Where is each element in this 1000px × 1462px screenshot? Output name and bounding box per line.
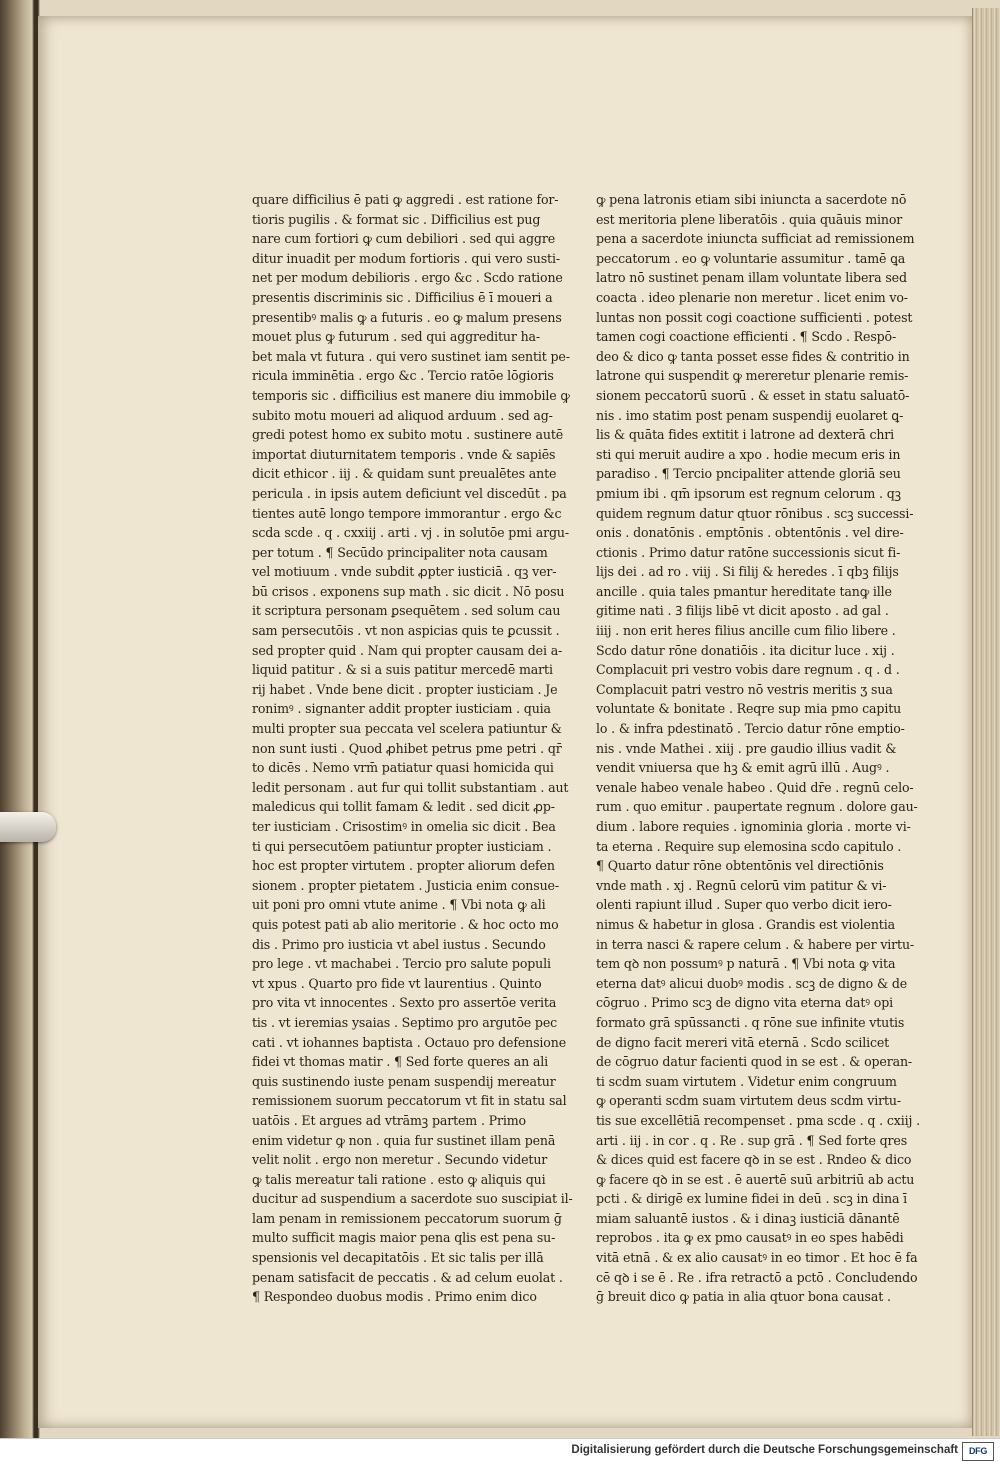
text-line: & dices quid est facere qꝺ in se est . Rndeo & dico [596,1152,912,1168]
text-line: vnde math . xj . Regnū celorū vim patitur & vi- [596,877,887,893]
text-line: quis potest pati ab alio meritorie . & hoc octo mo [252,916,559,932]
text-line: ronimꝰ . signanter addit propter iusticiam . quia [252,701,551,717]
text-line: nis . imo statim post penam suspendij euolaret ꝗ- [596,407,904,423]
text-line: lo . & infra pdestinatō . Tercio datur rōne emptio- [596,721,905,737]
text-line: pro vita vt innocentes . Sexto pro assertōe verita [252,995,557,1011]
text-line: deo & dico ꝙ tanta posset esse fides & contritio in [596,348,910,364]
text-line: lam penam in remissionem peccatorum suorum ḡ [252,1210,562,1226]
text-line: vt xpus . Quarto pro fide vt laurentius . Quinto [252,975,542,991]
text-line: ¶ Quarto datur rōne obtentōnis vel directiōnis [596,858,884,874]
text-line: presentis discriminis sic . Difficilius ē ī moueri a [252,289,553,305]
text-line: temporis sic . difficilius est manere diu immobile ꝙ [252,387,570,403]
text-line: olenti rapiunt illud . Super quo verbo dicit iero- [596,897,892,913]
text-line: pericula . in ipsis autem deficiunt vel discedūt . pa [252,485,567,501]
text-line: vendit vniuersa que hꝫ & emit agrū illū . Augꝰ . [596,760,890,776]
text-line: per totum . ¶ Secūdo principaliter nota causam [252,544,548,560]
text-line: tientes autē longo tempore immorantur . ergo &c [252,505,562,521]
text-line: onis . donatōnis . emptōnis . obtentōnis . vel dire- [596,525,904,541]
text-line: in terra nasci & rapere celum . & habere per virtu- [596,936,915,952]
text-line: pro lege . vt machabei . Tercio pro salute populi [252,956,551,972]
text-line: reprobos . ita ꝙ ex pmo causatꝰ in eo spes habēdi [596,1230,904,1246]
text-line: sionem peccatorū suorū . & esset in statu saluatō- [596,387,910,403]
text-line: to dicēs . Nemo vrm̄ patiatur quasi homicida qui [252,760,554,776]
page-edges [972,8,1000,1436]
funding-notice: Digitalisierung gefördert durch die Deutsche Forschungsgemeinschaft [571,1444,958,1456]
text-line: non sunt iusti . Quod ꝓhibet petrus pme petri . qr̄ [252,740,562,756]
text-line: ti scdm suam virtutem . Videtur enim congruum [596,1073,897,1089]
text-line: enim videtur ꝙ non . quia fur sustinet illam penā [252,1132,556,1148]
text-line: arti . iij . in cor . q . Re . sup grā . ¶ Sed forte qres [596,1132,908,1148]
text-line: de cōgruo datur facienti quod in se est . & operan- [596,1054,913,1070]
left-text-column [252,190,580,1307]
text-line: sed propter quid . Nam qui propter causam dei a- [252,642,563,658]
text-line: ctionis . Primo datur ratōne successionis sicut fi- [596,544,901,560]
text-line: fidei vt thomas matir . ¶ Sed forte queres an ali [252,1054,548,1070]
text-line: multo sufficit magis maior pena qlis est pena su- [252,1230,556,1246]
text-line: paradiso . ¶ Tercio pncipaliter attende gloriā seu [596,466,901,482]
text-line: tis . vt ieremias ysaias . Septimo pro argutōe pec [252,1014,558,1030]
text-line: tioris pugilis . & format sic . Difficilius est pug [252,211,541,227]
text-line: importat diuturnitatem temporis . vnde & sapiēs [252,446,556,462]
text-line: quis sustinendo iuste penam suspendij mereatur [252,1073,556,1089]
text-line: peccatorum . eo ꝙ voluntarie assumitur . tamē ꝗa [596,250,906,266]
text-line: hoc est propter virtutem . propter aliorum defen [252,858,555,874]
text-line: pena a sacerdote iniuncta sufficiat ad remissionem [596,231,915,247]
right-text-column [596,190,922,1307]
text-line: remissionem suorum peccatorum vt fit in statu sal [252,1093,567,1109]
text-line: ducitur ad suspendium a sacerdote suo suscipiat il- [252,1191,573,1207]
text-line: ꝙ talis mereatur tali ratione . esto ꝙ aliquis qui [252,1171,546,1187]
text-line: subito motu moueri ad aliquod arduum . sed ag- [252,407,553,423]
text-line: velit nolit . ergo non meretur . Secundo videtur [252,1152,548,1168]
text-line: ledit personam . aut fur qui tollit substantiam . aut [252,779,569,795]
text-line: Complacuit pri vestro vobis dare regnum . q . d . [596,662,900,678]
text-line: tamen cogi coactione efficienti . ¶ Scdo . Respō- [596,329,897,345]
text-line: it scriptura personam ꝑsequētem . sed solum cau [252,603,561,619]
text-line: cōgruo . Primo scꝫ de digno vita eterna datꝰ opi [596,995,894,1011]
text-line: nis . vnde Mathei . xiij . pre gaudio illius vadit & [596,740,897,756]
text-line: ditur inuadit per modum fortioris . qui vero susti- [252,250,560,266]
text-line: quidem regnum datur qtuor rōnibus . scꝫ successi- [596,505,914,521]
text-line: gredi potest homo ex subito motu . sustinere autē [252,427,564,443]
text-line: formato grā spūssancti . q rōne sue infinite vtutis [596,1014,905,1030]
text-line: tem qꝺ non possumꝰ p naturā . ¶ Vbi nota ꝙ vita [596,956,896,972]
text-line: eterna datꝰ alicui duobꝰ modis . scꝫ de digno & de [596,975,908,991]
text-line: mouet plus ꝙ futurum . sed qui aggreditur ha- [252,329,541,345]
text-line: penam satisfacit de peccatis . & ad celum euolat . [252,1269,563,1285]
text-line: uit poni pro omni vtute anime . ¶ Vbi nota ꝙ ali [252,897,546,913]
text-line: Scdo datur rōne donatiōis . ita dicitur luce . xij . [596,642,895,658]
text-line: scda scde . q . cxxiij . arti . vj . in solutōe pmi argu- [252,525,569,541]
text-line: voluntate & bonitate . Reqre sup mia pmo capitu [596,701,902,717]
text-line: multi propter sua peccata vel scelera patiuntur & [252,721,562,737]
text-line: est meritoria plene liberatōis . quia quāuis minor [596,211,903,227]
text-line: rum . quo emitur . paupertate regnum . dolore gau- [596,799,918,815]
text-line: luntas non possit cogi coactione sufficienti . potest [596,309,913,325]
text-line: gitime nati . Ꝫ filijs libē vt dicit aposto . ad gal . [596,603,889,619]
text-line: iiij . non erit heres filius ancille cum filio libere . [596,623,896,639]
text-line: sionem . propter pietatem . Justicia enim consue- [252,877,559,893]
text-line: ta eterna . Require sup elemosina scdo capitulo . [596,838,902,854]
text-line: vitā etnā . & ex alio causatꝰ in eo timor . Et hoc ē fa [596,1250,918,1266]
text-line: tis sue excellētiā recompenset . pma scde . q . cxiij . [596,1112,920,1128]
text-line: de digno facit mereri vitā eternā . Scdo scilicet [596,1034,890,1050]
dfg-logo: DFG [962,1442,994,1461]
text-line: miam saluantē iustos . & i dinaꝫ iusticiā dānantē [596,1210,900,1226]
text-line: ti qui persecutōem patiuntur propter iusticiam . [252,838,552,854]
text-line: ꝙ pena latronis etiam sibi iniuncta a sacerdote nō [596,192,907,207]
text-line: ḡ breuit dico ꝙ patia in alia qtuor bona causat . [596,1289,891,1305]
text-line: lijs dei . ad ro . viij . Si filij & heredes . ī qbꝫ filijs [596,564,899,580]
text-line: dis . Primo pro iusticia vt abel iustus . Secundo [252,936,546,952]
text-line: cē qꝺ i se ē . Re . ifra retractō a pctō . Concludendo [596,1269,918,1285]
text-line: dium . labore requies . ignominia gloria . morte vi- [596,819,911,834]
text-line: venale habeo venale habeo . Quid dr̄e . regnū celo- [596,779,914,795]
text-line: ricula imminētia . ergo &c . Tercio ratōe lōgioris [252,368,554,384]
text-line: sti qui meruit audire a xpo . hodie mecum eris in [596,446,901,462]
text-line: latro nō sustinet penam illam voluntate libera sed [596,270,907,286]
page-clip [0,812,56,842]
text-line: lis & quāta fides extitit i latrone ad dexterā chri [596,427,895,443]
text-line: ꝙ facere qꝺ in se est . ē auertē suū arbitriū ab actu [596,1171,915,1187]
text-line: ter iusticiam . Crisostimꝰ in omelia sic dicit . Bea [252,819,556,834]
text-line: net per modum debilioris . ergo &c . Scdo ratione [252,270,563,286]
text-line: pmium ibi . qm̄ ipsorum est regnum celorum . qꝫ [596,485,901,501]
text-line: vel motiuum . vnde subdit ꝓpter iusticiā . qꝫ ver- [252,564,557,580]
text-line: coacta . ideo plenarie non meretur . licet enim vo- [596,289,908,305]
text-line: nare cum fortiori ꝙ cum debiliori . sed qui aggre [252,231,555,247]
text-line: ancille . quia tales pmantur hereditate tanꝙ ille [596,583,892,599]
text-line: ¶ Respondeo duobus modis . Primo enim dico [252,1289,537,1305]
text-line: sam persecutōis . vt non aspicias quis te ꝑcussit . [252,623,560,639]
text-line: quare difficilius ē pati ꝙ aggredi . est ratione for- [252,192,559,207]
text-line: nimus & habetur in glosa . Grandis est violentia [596,916,895,932]
text-line: pcti . & dirigē ex lumine fidei in deū . scꝫ in dina ī [596,1191,908,1207]
text-line: liquid patitur . & si a suis patitur mercedē marti [252,662,553,678]
footer-bar [0,1438,1000,1462]
text-line: dicit ethicor . iij . & quidam sunt preualētes ante [252,466,557,482]
text-line: cati . vt iohannes baptista . Octauo pro defensione [252,1034,567,1050]
text-line: latrone qui suspendit ꝙ mereretur plenarie remis- [596,368,909,384]
text-line: presentibꝰ malis ꝙ a futuris . eo ꝙ malum presens [252,309,562,325]
text-line: spensionis vel decapitatōis . Et sic talis per illā [252,1250,544,1266]
text-line: uatōis . Et argues ad vtrāmꝫ partem . Primo [252,1112,526,1128]
text-line: Complacuit patri vestro nō vestris meritis ʒ sua [596,681,893,697]
text-line: rij habet . Vnde bene dicit . propter iusticiam . Je [252,681,558,697]
text-line: bū crisos . exponens sup math . sic dicit . Nō posu [252,583,565,599]
text-line: bet mala vt futura . qui vero sustinet iam sentit pe- [252,348,570,364]
text-line: ꝙ operanti scdm suam virtutem deus scdm virtu- [596,1093,901,1109]
text-line: maledicus qui tollit famam & ledit . sed dicit ꝓp- [252,799,555,815]
